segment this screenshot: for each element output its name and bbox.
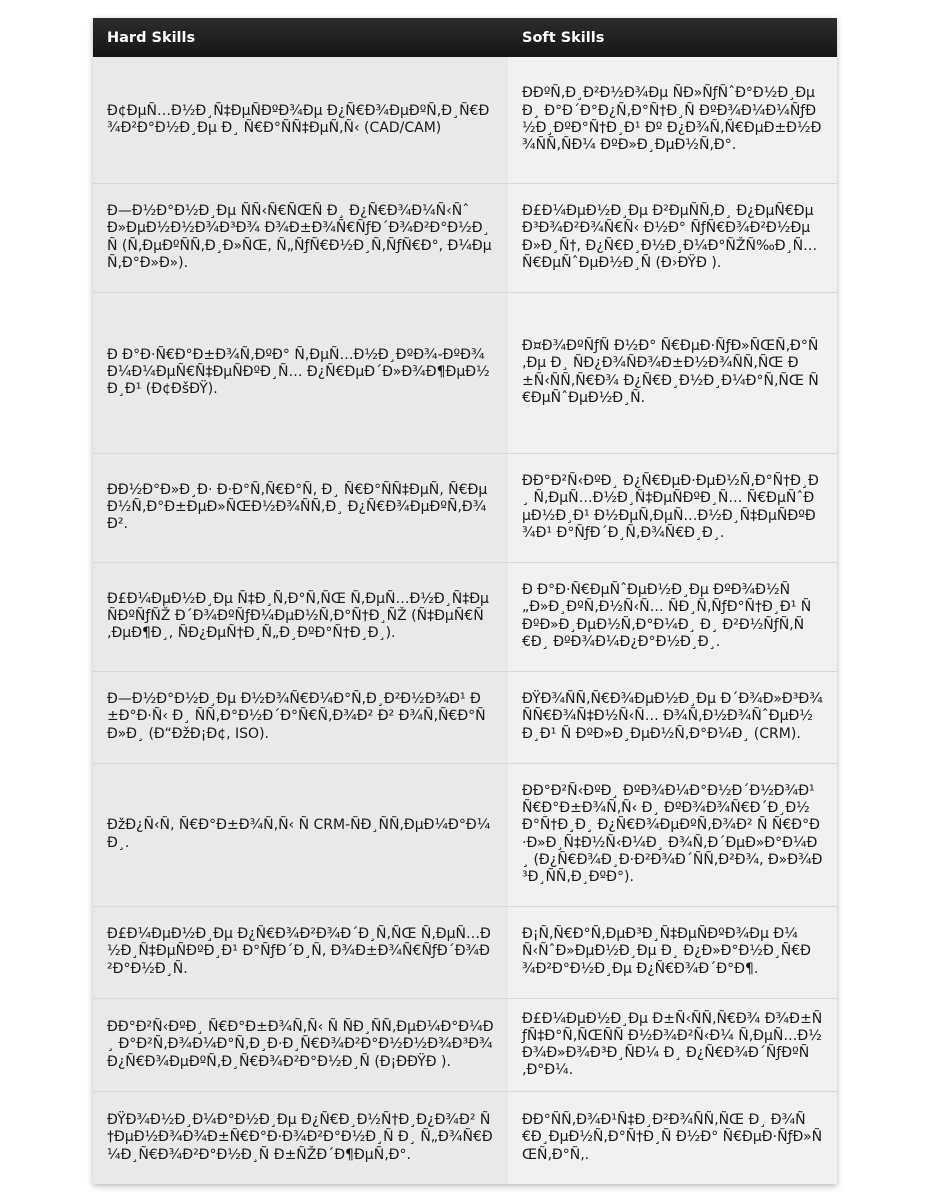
table-row <box>93 671 837 763</box>
soft-skill-cell: ÐÐ°Ð²Ñ‹ÐºÐ¸ Ð¿Ñ€ÐµÐ·ÐµÐ½Ñ‚Ð°Ñ†Ð¸Ð¸ Ñ‚ÐµÑ…Ð½Ð¸Ñ‡ÐµÑÐºÐ¸Ñ… Ñ€ÐµÑˆÐµÐ½Ð¸Ð¹ Ð½ÐµÑ‚ÐµÑ…Ð½Ð¸Ñ‡ÐµÑÐºÐ¾Ð¹ Ð°ÑƒÐ´Ð¸Ñ‚Ð¾Ñ€Ð¸Ð¸. <box>508 453 837 562</box>
table-row <box>93 1092 837 1184</box>
hard-skill-cell: Ð¢ÐµÑ…Ð½Ð¸Ñ‡ÐµÑÐºÐ¾Ðµ Ð¿Ñ€Ð¾ÐµÐºÑ‚Ð¸Ñ€Ð¾Ð²Ð°Ð½Ð¸Ðµ Ð¸ Ñ€Ð°ÑÑ‡ÐµÑ‚Ñ‹ (CAD/CAM) <box>93 57 508 183</box>
table-row <box>93 453 837 562</box>
table-row <box>93 998 837 1092</box>
hard-skills-header: Hard Skills <box>107 29 196 46</box>
hard-skill-cell: Ð Ð°Ð·Ñ€Ð°Ð±Ð¾Ñ‚ÐºÐ° Ñ‚ÐµÑ…Ð½Ð¸ÐºÐ¾-ÐºÐ¾Ð¼Ð¼ÐµÑ€Ñ‡ÐµÑÐºÐ¸Ñ… Ð¿Ñ€ÐµÐ´Ð»Ð¾Ð¶ÐµÐ½Ð¸Ð¹ (Ð¢ÐšÐŸ). <box>93 292 508 453</box>
soft-skill-cell: ÐÐ°ÑÑ‚Ð¾Ð¹Ñ‡Ð¸Ð²Ð¾ÑÑ‚ÑŒ Ð¸ Ð¾Ñ€Ð¸ÐµÐ½Ñ‚Ð°Ñ†Ð¸Ñ Ð½Ð° Ñ€ÐµÐ·ÑƒÐ»ÑŒÑ‚Ð°Ñ‚. <box>508 1092 837 1184</box>
table-row <box>93 57 837 183</box>
soft-skill-cell: ÐÐºÑ‚Ð¸Ð²Ð½Ð¾Ðµ ÑÐ»ÑƒÑˆÐ°Ð½Ð¸Ðµ Ð¸ Ð°Ð´Ð°Ð¿Ñ‚Ð°Ñ†Ð¸Ñ ÐºÐ¾Ð¼Ð¼ÑƒÐ½Ð¸ÐºÐ°Ñ†Ð¸Ð¹ Ðº Ð¿Ð¾Ñ‚Ñ€ÐµÐ±Ð½Ð¾ÑÑ‚ÑÐ¼ ÐºÐ»Ð¸ÐµÐ½Ñ‚Ð°. <box>508 57 837 183</box>
hard-skill-cell: Ð£Ð¼ÐµÐ½Ð¸Ðµ Ñ‡Ð¸Ñ‚Ð°Ñ‚ÑŒ Ñ‚ÐµÑ…Ð½Ð¸Ñ‡ÐµÑÐºÑƒÑŽ Ð´Ð¾ÐºÑƒÐ¼ÐµÐ½Ñ‚Ð°Ñ†Ð¸ÑŽ (Ñ‡ÐµÑ€Ñ‚ÐµÐ¶Ð¸, ÑÐ¿ÐµÑ†Ð¸Ñ„Ð¸ÐºÐ°Ñ†Ð¸Ð¸). <box>93 562 508 671</box>
soft-skills-header: Soft Skills <box>522 29 605 46</box>
hard-skill-cell: Ð—Ð½Ð°Ð½Ð¸Ðµ Ð½Ð¾Ñ€Ð¼Ð°Ñ‚Ð¸Ð²Ð½Ð¾Ð¹ Ð±Ð°Ð·Ñ‹ Ð¸ ÑÑ‚Ð°Ð½Ð´Ð°Ñ€Ñ‚Ð¾Ð² Ð² Ð¾Ñ‚Ñ€Ð°ÑÐ»Ð¸ (Ð“ÐžÐ¡Ð¢, ISO). <box>93 671 508 763</box>
soft-skill-cell: Ð£Ð¼ÐµÐ½Ð¸Ðµ Ð²ÐµÑÑ‚Ð¸ Ð¿ÐµÑ€ÐµÐ³Ð¾Ð²Ð¾Ñ€Ñ‹ Ð½Ð° ÑƒÑ€Ð¾Ð²Ð½Ðµ Ð»Ð¸Ñ†, Ð¿Ñ€Ð¸Ð½Ð¸Ð¼Ð°ÑŽÑ‰Ð¸Ñ… Ñ€ÐµÑˆÐµÐ½Ð¸Ñ (Ð›ÐŸÐ ). <box>508 183 837 292</box>
soft-skill-cell: Ð¡Ñ‚Ñ€Ð°Ñ‚ÐµÐ³Ð¸Ñ‡ÐµÑÐºÐ¾Ðµ Ð¼Ñ‹ÑˆÐ»ÐµÐ½Ð¸Ðµ Ð¸ Ð¿Ð»Ð°Ð½Ð¸Ñ€Ð¾Ð²Ð°Ð½Ð¸Ðµ Ð¿Ñ€Ð¾Ð´Ð°Ð¶. <box>508 906 837 998</box>
table-row <box>93 763 837 906</box>
hard-skill-cell: Ð£Ð¼ÐµÐ½Ð¸Ðµ Ð¿Ñ€Ð¾Ð²Ð¾Ð´Ð¸Ñ‚ÑŒ Ñ‚ÐµÑ…Ð½Ð¸Ñ‡ÐµÑÐºÐ¸Ð¹ Ð°ÑƒÐ´Ð¸Ñ‚ Ð¾Ð±Ð¾Ñ€ÑƒÐ´Ð¾Ð²Ð°Ð½Ð¸Ñ. <box>93 906 508 998</box>
hard-skill-cell: ÐŸÐ¾Ð½Ð¸Ð¼Ð°Ð½Ð¸Ðµ Ð¿Ñ€Ð¸Ð½Ñ†Ð¸Ð¿Ð¾Ð² Ñ†ÐµÐ½Ð¾Ð¾Ð±Ñ€Ð°Ð·Ð¾Ð²Ð°Ð½Ð¸Ñ Ð¸ Ñ„Ð¾Ñ€Ð¼Ð¸Ñ€Ð¾Ð²Ð°Ð½Ð¸Ñ Ð±ÑŽÐ´Ð¶ÐµÑ‚Ð°. <box>93 1092 508 1184</box>
hard-skill-cell: Ð—Ð½Ð°Ð½Ð¸Ðµ ÑÑ‹Ñ€ÑŒÑ Ð¸ Ð¿Ñ€Ð¾Ð¼Ñ‹ÑˆÐ»ÐµÐ½Ð½Ð¾Ð³Ð¾ Ð¾Ð±Ð¾Ñ€ÑƒÐ´Ð¾Ð²Ð°Ð½Ð¸Ñ (Ñ‚ÐµÐºÑÑ‚Ð¸Ð»ÑŒ, Ñ„ÑƒÑ€Ð½Ð¸Ñ‚ÑƒÑ€Ð°, Ð¼ÐµÑ‚Ð°Ð»Ð»). <box>93 183 508 292</box>
table-row <box>93 906 837 998</box>
skills-table <box>93 18 837 1184</box>
hard-skill-cell: ÐÐ°Ð²Ñ‹ÐºÐ¸ Ñ€Ð°Ð±Ð¾Ñ‚Ñ‹ Ñ ÑÐ¸ÑÑ‚ÐµÐ¼Ð°Ð¼Ð¸ Ð°Ð²Ñ‚Ð¾Ð¼Ð°Ñ‚Ð¸Ð·Ð¸Ñ€Ð¾Ð²Ð°Ð½Ð½Ð¾Ð³Ð¾ Ð¿Ñ€Ð¾ÐµÐºÑ‚Ð¸Ñ€Ð¾Ð²Ð°Ð½Ð¸Ñ (Ð¡ÐÐŸÐ ). <box>93 998 508 1092</box>
soft-skill-cell: Ð¤Ð¾ÐºÑƒÑ Ð½Ð° Ñ€ÐµÐ·ÑƒÐ»ÑŒÑ‚Ð°Ñ‚Ðµ Ð¸ ÑÐ¿Ð¾ÑÐ¾Ð±Ð½Ð¾ÑÑ‚ÑŒ Ð±Ñ‹ÑÑ‚Ñ€Ð¾ Ð¿Ñ€Ð¸Ð½Ð¸Ð¼Ð°Ñ‚ÑŒ Ñ€ÐµÑˆÐµÐ½Ð¸Ñ. <box>508 292 837 453</box>
hard-skill-cell: ÐÐ½Ð°Ð»Ð¸Ð· Ð·Ð°Ñ‚Ñ€Ð°Ñ‚ Ð¸ Ñ€Ð°ÑÑ‡ÐµÑ‚ Ñ€ÐµÐ½Ñ‚Ð°Ð±ÐµÐ»ÑŒÐ½Ð¾ÑÑ‚Ð¸ Ð¿Ñ€Ð¾ÐµÐºÑ‚Ð¾Ð². <box>93 453 508 562</box>
soft-skill-cell: Ð Ð°Ð·Ñ€ÐµÑˆÐµÐ½Ð¸Ðµ ÐºÐ¾Ð½Ñ„Ð»Ð¸ÐºÑ‚Ð½Ñ‹Ñ… ÑÐ¸Ñ‚ÑƒÐ°Ñ†Ð¸Ð¹ Ñ ÐºÐ»Ð¸ÐµÐ½Ñ‚Ð°Ð¼Ð¸ Ð¸ Ð²Ð½ÑƒÑ‚Ñ€Ð¸ ÐºÐ¾Ð¼Ð¿Ð°Ð½Ð¸Ð¸. <box>508 562 837 671</box>
soft-skill-cell: ÐŸÐ¾ÑÑ‚Ñ€Ð¾ÐµÐ½Ð¸Ðµ Ð´Ð¾Ð»Ð³Ð¾ÑÑ€Ð¾Ñ‡Ð½Ñ‹Ñ… Ð¾Ñ‚Ð½Ð¾ÑˆÐµÐ½Ð¸Ð¹ Ñ ÐºÐ»Ð¸ÐµÐ½Ñ‚Ð°Ð¼Ð¸ (CRM). <box>508 671 837 763</box>
soft-skill-cell: Ð£Ð¼ÐµÐ½Ð¸Ðµ Ð±Ñ‹ÑÑ‚Ñ€Ð¾ Ð¾Ð±ÑƒÑ‡Ð°Ñ‚ÑŒÑÑ Ð½Ð¾Ð²Ñ‹Ð¼ Ñ‚ÐµÑ…Ð½Ð¾Ð»Ð¾Ð³Ð¸ÑÐ¼ Ð¸ Ð¿Ñ€Ð¾Ð´ÑƒÐºÑ‚Ð°Ð¼. <box>508 998 837 1092</box>
table-header-row <box>93 18 837 57</box>
hard-skill-cell: ÐžÐ¿Ñ‹Ñ‚ Ñ€Ð°Ð±Ð¾Ñ‚Ñ‹ Ñ CRM-ÑÐ¸ÑÑ‚ÐµÐ¼Ð°Ð¼Ð¸. <box>93 763 508 906</box>
table-row <box>93 562 837 671</box>
table-row <box>93 292 837 453</box>
soft-skill-cell: ÐÐ°Ð²Ñ‹ÐºÐ¸ ÐºÐ¾Ð¼Ð°Ð½Ð´Ð½Ð¾Ð¹ Ñ€Ð°Ð±Ð¾Ñ‚Ñ‹ Ð¸ ÐºÐ¾Ð¾Ñ€Ð´Ð¸Ð½Ð°Ñ†Ð¸Ð¸ Ð¿Ñ€Ð¾ÐµÐºÑ‚Ð¾Ð² Ñ Ñ€Ð°Ð·Ð»Ð¸Ñ‡Ð½Ñ‹Ð¼Ð¸ Ð¾Ñ‚Ð´ÐµÐ»Ð°Ð¼Ð¸ (Ð¿Ñ€Ð¾Ð¸Ð·Ð²Ð¾Ð´ÑÑ‚Ð²Ð¾, Ð»Ð¾Ð³Ð¸ÑÑ‚Ð¸ÐºÐ°). <box>508 763 837 906</box>
table-row <box>93 183 837 292</box>
skills-table-container <box>93 18 837 1184</box>
